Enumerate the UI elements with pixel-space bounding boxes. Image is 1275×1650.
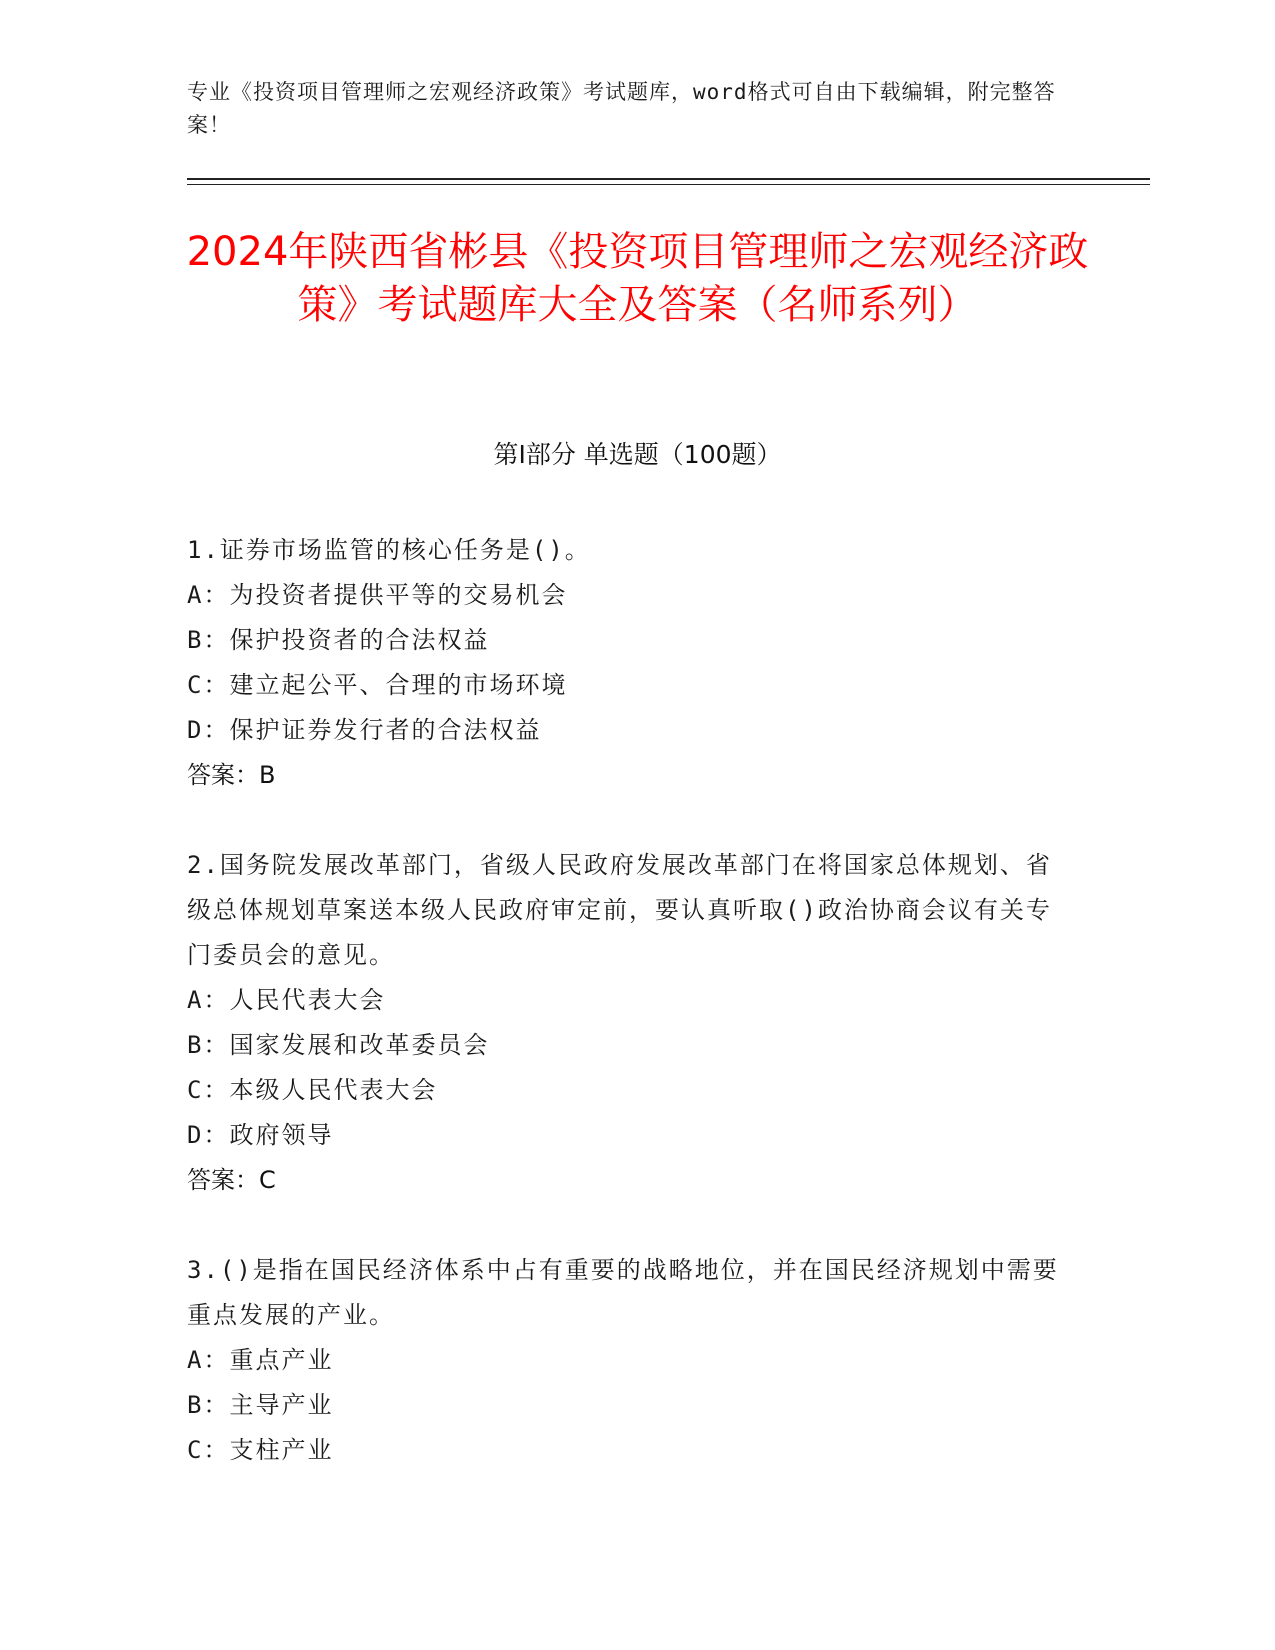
option-b: B：国家发展和改革委员会 (187, 1031, 490, 1059)
answer-text: 答案：B (187, 761, 276, 789)
option-d: D：政府领导 (187, 1121, 334, 1149)
option-c: C：建立起公平、合理的市场环境 (187, 671, 568, 699)
option-d: D：保护证券发行者的合法权益 (187, 716, 542, 744)
option-c: C：支柱产业 (187, 1436, 334, 1464)
option-b: B：主导产业 (187, 1391, 334, 1419)
answer-text: 答案：C (187, 1166, 276, 1194)
question-stem: 2.国务院发展改革部门，省级人民政府发展改革部门在将国家总体规划、省级总体规划草案送本级人民政府审定前，要认真听取()政治协商会议有关专门委员会的意见。 (187, 851, 1052, 969)
option-b: B：保护投资者的合法权益 (187, 626, 490, 654)
question-list (187, 528, 1067, 1518)
header-divider-thin (187, 184, 1150, 185)
header-divider (187, 178, 1150, 180)
header-note: 专业《投资项目管理师之宏观经济政策》考试题库，word格式可自由下载编辑，附完整答案！ (187, 80, 1056, 137)
option-a: A：为投资者提供平等的交易机会 (187, 581, 568, 609)
question-item (187, 1248, 1067, 1473)
section-heading: 第I部分 单选题（100题） (493, 440, 782, 469)
question-stem: 3.()是指在国民经济体系中占有重要的战略地位，并在国民经济规划中需要重点发展的产业。 (187, 1256, 1059, 1329)
option-c: C：本级人民代表大会 (187, 1076, 438, 1104)
option-a: A：人民代表大会 (187, 986, 386, 1014)
document-title: 2024年陕西省彬县《投资项目管理师之宏观经济政策》考试题库大全及答案（名师系列） (186, 229, 1089, 328)
question-item (187, 528, 1067, 798)
question-stem: 1.证券市场监管的核心任务是()。 (187, 536, 591, 564)
question-item (187, 843, 1067, 1203)
option-a: A：重点产业 (187, 1346, 334, 1374)
